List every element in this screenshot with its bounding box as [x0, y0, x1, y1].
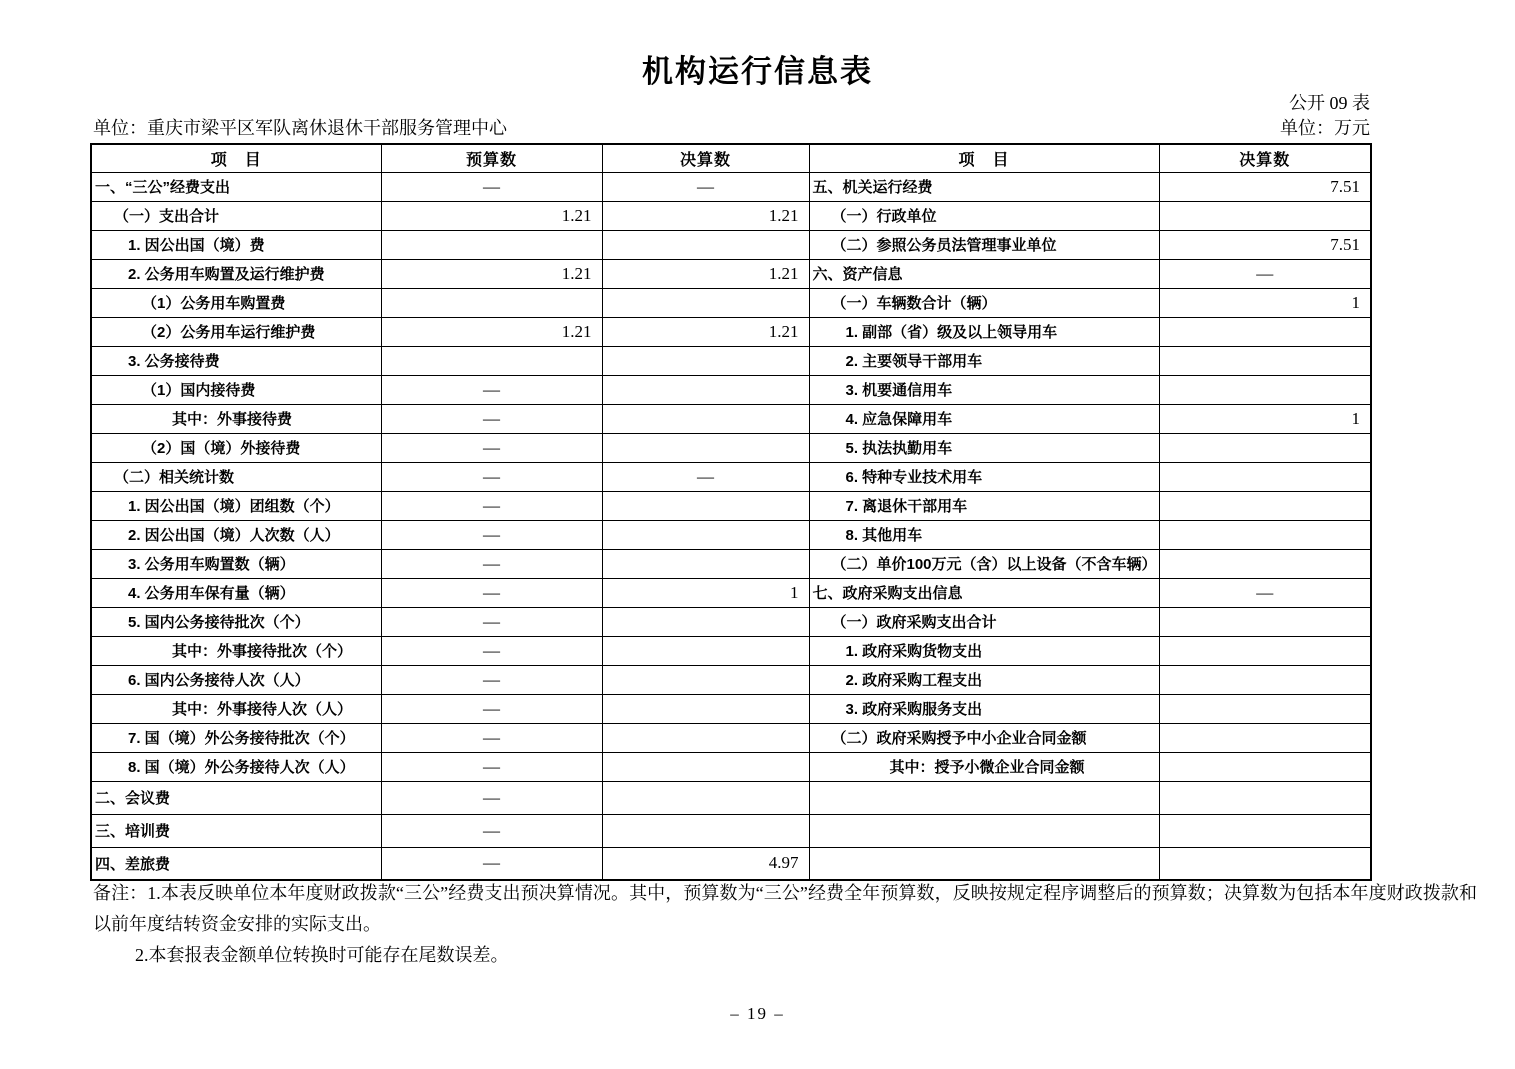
item-cell: （1）公务用车购置费 [91, 288, 381, 317]
item-cell: 其中：外事接待批次（个） [91, 636, 381, 665]
item-cell: 6. 国内公务接待人次（人） [91, 665, 381, 694]
budget-value-cell: — [381, 520, 602, 549]
item-cell: （2）公务用车运行维护费 [91, 317, 381, 346]
final-value-cell [1159, 665, 1371, 694]
final-value-cell [602, 433, 809, 462]
table-row [91, 694, 1371, 723]
final-value-cell [1159, 462, 1371, 491]
item-cell: 三、培训费 [91, 814, 381, 847]
item-cell: 6. 特种专业技术用车 [809, 462, 1159, 491]
item-cell: （二）参照公务员法管理事业单位 [809, 230, 1159, 259]
table-row [91, 172, 1371, 201]
table-row [91, 636, 1371, 665]
final-value-cell [602, 288, 809, 317]
table-row [91, 847, 1371, 880]
item-cell: 7. 国（境）外公务接待批次（个） [91, 723, 381, 752]
final-value-cell [602, 375, 809, 404]
item-cell: 7. 离退休干部用车 [809, 491, 1159, 520]
final-value-cell [602, 404, 809, 433]
final-value-cell [1159, 375, 1371, 404]
budget-value-cell: — [381, 462, 602, 491]
item-cell: （二）单价100万元（含）以上设备（不含车辆） [809, 549, 1159, 578]
footnote-1: 备注：1.本表反映单位本年度财政拨款“三公”经费支出预决算情况。其中，预算数为“三公”经费全年预算数，反映按规定程序调整后的预算数；决算数为包括本年度财政拨款和以前年度结转资金安排的实际支出。 [93, 883, 1477, 934]
item-cell: （2）国（境）外接待费 [91, 433, 381, 462]
item-cell: 五、机关运行经费 [809, 172, 1159, 201]
operation-info-table [90, 143, 1372, 881]
final-value-cell [602, 723, 809, 752]
table-row [91, 752, 1371, 781]
budget-value-cell: 1.21 [381, 201, 602, 230]
final-value-cell [1159, 317, 1371, 346]
item-cell: （一）车辆数合计（辆） [809, 288, 1159, 317]
item-cell: 8. 国（境）外公务接待人次（人） [91, 752, 381, 781]
form-number-label: 公开 09 表 [1289, 93, 1370, 113]
table-row [91, 578, 1371, 607]
item-cell: （一）支出合计 [91, 201, 381, 230]
header-final-right: 决算数 [1159, 144, 1371, 172]
item-cell: 3. 公务用车购置数（辆） [91, 549, 381, 578]
final-value-cell: — [1159, 259, 1371, 288]
final-value-cell [1159, 520, 1371, 549]
table-row [91, 375, 1371, 404]
final-value-cell [602, 520, 809, 549]
budget-value-cell: — [381, 752, 602, 781]
final-value-cell [602, 636, 809, 665]
footnote-2: 2.本套报表金额单位转换时可能存在尾数误差。 [135, 945, 509, 965]
final-value-cell [1159, 723, 1371, 752]
final-value-cell: — [602, 172, 809, 201]
budget-value-cell: — [381, 404, 602, 433]
item-cell: 1. 因公出国（境）团组数（个） [91, 491, 381, 520]
final-value-cell [602, 665, 809, 694]
budget-value-cell: — [381, 607, 602, 636]
budget-value-cell: — [381, 491, 602, 520]
item-cell: 3. 机要通信用车 [809, 375, 1159, 404]
item-cell: 5. 执法执勤用车 [809, 433, 1159, 462]
final-value-cell [602, 491, 809, 520]
final-value-cell: 7.51 [1159, 230, 1371, 259]
final-value-cell: 1 [1159, 288, 1371, 317]
item-cell [809, 814, 1159, 847]
final-value-cell: 7.51 [1159, 172, 1371, 201]
final-value-cell: 1 [602, 578, 809, 607]
budget-value-cell: — [381, 172, 602, 201]
item-cell: 2. 公务用车购置及运行维护费 [91, 259, 381, 288]
item-cell: 4. 公务用车保有量（辆） [91, 578, 381, 607]
budget-value-cell: — [381, 814, 602, 847]
final-value-cell [1159, 752, 1371, 781]
budget-value-cell: — [381, 549, 602, 578]
item-cell: 1. 因公出国（境）费 [91, 230, 381, 259]
table-header [91, 144, 1371, 172]
item-cell: 3. 政府采购服务支出 [809, 694, 1159, 723]
final-value-cell [1159, 694, 1371, 723]
table-row [91, 346, 1371, 375]
final-value-cell [1159, 781, 1371, 814]
table-row [91, 259, 1371, 288]
header-item-right: 项 目 [809, 144, 1159, 172]
table-body [91, 172, 1371, 880]
budget-value-cell: — [381, 578, 602, 607]
final-value-cell: 1.21 [602, 317, 809, 346]
budget-value-cell: — [381, 847, 602, 880]
table-row [91, 520, 1371, 549]
item-cell [809, 781, 1159, 814]
final-value-cell [1159, 201, 1371, 230]
table-row [91, 814, 1371, 847]
table-row [91, 607, 1371, 636]
final-value-cell [1159, 433, 1371, 462]
item-cell [809, 847, 1159, 880]
item-cell: 四、差旅费 [91, 847, 381, 880]
item-cell: 1. 政府采购货物支出 [809, 636, 1159, 665]
item-cell: （二）相关统计数 [91, 462, 381, 491]
item-cell: 5. 国内公务接待批次（个） [91, 607, 381, 636]
table-row [91, 491, 1371, 520]
budget-value-cell: — [381, 665, 602, 694]
final-value-cell [602, 814, 809, 847]
final-value-cell [602, 346, 809, 375]
final-value-cell: 4.97 [602, 847, 809, 880]
final-value-cell [602, 230, 809, 259]
budget-value-cell: 1.21 [381, 317, 602, 346]
item-cell: 2. 主要领导干部用车 [809, 346, 1159, 375]
table-row [91, 462, 1371, 491]
final-value-cell [602, 607, 809, 636]
item-cell: 一、“三公”经费支出 [91, 172, 381, 201]
final-value-cell [1159, 814, 1371, 847]
item-cell: 2. 政府采购工程支出 [809, 665, 1159, 694]
item-cell: 3. 公务接待费 [91, 346, 381, 375]
table-row [91, 781, 1371, 814]
final-value-cell [1159, 847, 1371, 880]
budget-value-cell [381, 288, 602, 317]
final-value-cell [1159, 346, 1371, 375]
table-row [91, 665, 1371, 694]
item-cell: （二）政府采购授予中小企业合同金额 [809, 723, 1159, 752]
final-value-cell [602, 781, 809, 814]
item-cell: （1）国内接待费 [91, 375, 381, 404]
item-cell: 六、资产信息 [809, 259, 1159, 288]
table-row [91, 723, 1371, 752]
item-cell: 其中：外事接待人次（人） [91, 694, 381, 723]
item-cell: 二、会议费 [91, 781, 381, 814]
budget-value-cell [381, 230, 602, 259]
table-row [91, 549, 1371, 578]
budget-value-cell [381, 346, 602, 375]
final-value-cell [602, 694, 809, 723]
table-row [91, 230, 1371, 259]
budget-value-cell: — [381, 636, 602, 665]
footnotes [93, 878, 1477, 971]
budget-value-cell: — [381, 694, 602, 723]
final-value-cell: 1.21 [602, 259, 809, 288]
final-value-cell [602, 549, 809, 578]
header-budget: 预算数 [381, 144, 602, 172]
item-cell: 2. 因公出国（境）人次数（人） [91, 520, 381, 549]
page-title: 机构运行信息表 [642, 54, 873, 89]
item-cell: 8. 其他用车 [809, 520, 1159, 549]
header-item-left: 项 目 [91, 144, 381, 172]
final-value-cell: 1.21 [602, 201, 809, 230]
budget-value-cell: — [381, 433, 602, 462]
reporting-unit-name: 单位：重庆市梁平区军队离休退休干部服务管理中心 [93, 118, 507, 138]
item-cell: 4. 应急保障用车 [809, 404, 1159, 433]
table-row [91, 433, 1371, 462]
final-value-cell [1159, 636, 1371, 665]
budget-value-cell: — [381, 781, 602, 814]
item-cell: （一）行政单位 [809, 201, 1159, 230]
final-value-cell: 1 [1159, 404, 1371, 433]
final-value-cell [1159, 607, 1371, 636]
table-header-row [91, 144, 1371, 172]
final-value-cell [602, 752, 809, 781]
final-value-cell [1159, 491, 1371, 520]
item-cell: （一）政府采购支出合计 [809, 607, 1159, 636]
item-cell: 1. 副部（省）级及以上领导用车 [809, 317, 1159, 346]
table-row [91, 288, 1371, 317]
final-value-cell: — [1159, 578, 1371, 607]
item-cell: 其中：外事接待费 [91, 404, 381, 433]
currency-unit-label: 单位：万元 [1280, 118, 1370, 138]
page-number: – 19 – [730, 1004, 785, 1023]
budget-value-cell: 1.21 [381, 259, 602, 288]
table-row [91, 317, 1371, 346]
header-final-left: 决算数 [602, 144, 809, 172]
table-row [91, 201, 1371, 230]
final-value-cell: — [602, 462, 809, 491]
item-cell: 七、政府采购支出信息 [809, 578, 1159, 607]
budget-value-cell: — [381, 723, 602, 752]
final-value-cell [1159, 549, 1371, 578]
budget-value-cell: — [381, 375, 602, 404]
item-cell: 其中：授予小微企业合同金额 [809, 752, 1159, 781]
table-row [91, 404, 1371, 433]
